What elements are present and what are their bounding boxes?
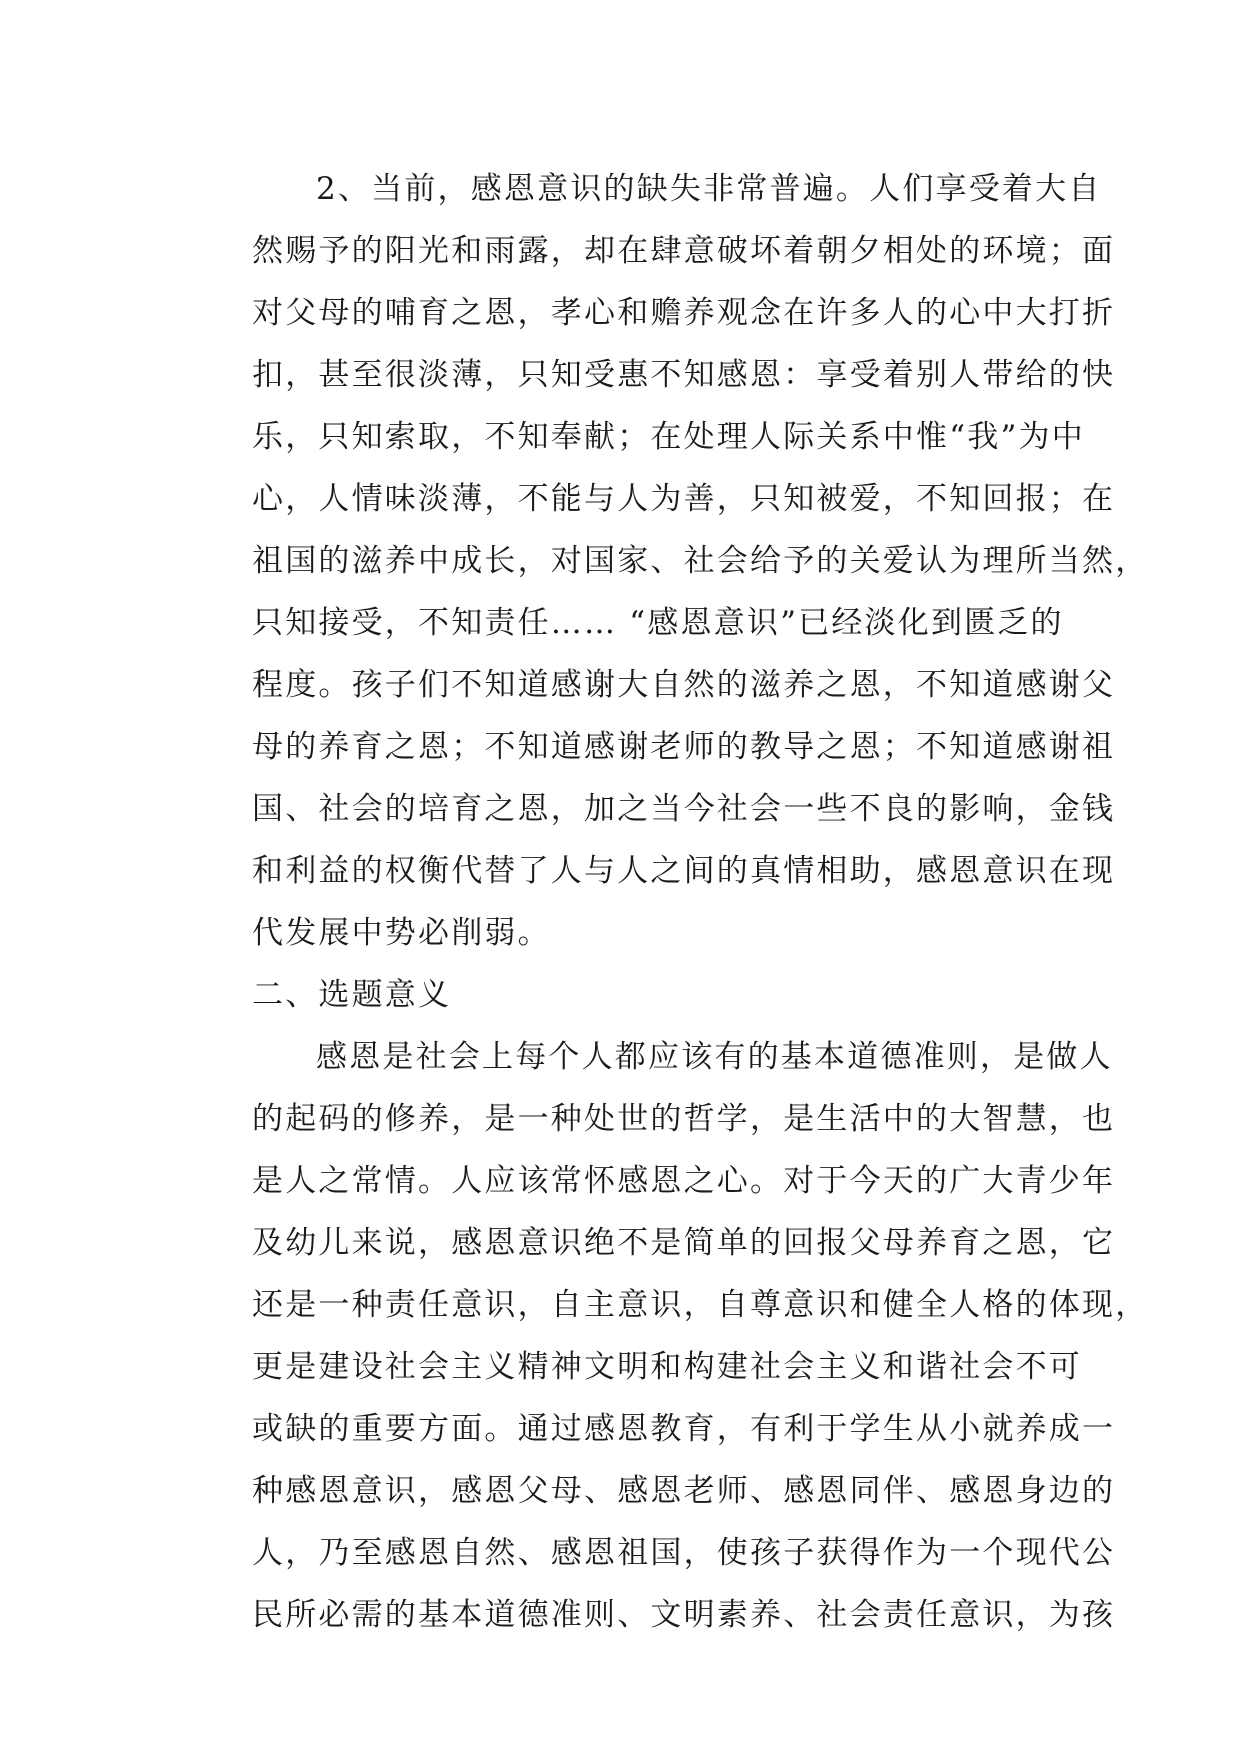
text-line: 对父母的哺育之恩，孝心和赡养观念在许多人的心中大打折 [252,295,1116,331]
paragraph-current-situation [188,158,1149,964]
text-line: 种感恩意识，感恩父母、感恩老师、感恩同伴、感恩身边的 [252,1473,1116,1509]
text-line: 民所必需的基本道德准则、文明素养、社会责任意识，为孩 [252,1597,1116,1633]
text-line: 乐，只知索取，不知奉献；在处理人际关系中惟“我”为中 [252,419,1085,455]
text-line: 2、当前，感恩意识的缺失非常普遍。人们享受着大自 [316,171,1102,207]
text-line: 或缺的重要方面。通过感恩教育，有利于学生从小就养成一 [252,1411,1116,1447]
text-line: 人，乃至感恩自然、感恩祖国，使孩子获得作为一个现代公 [252,1535,1116,1571]
text-line: 扣，甚至很淡薄，只知受惠不知感恩：享受着别人带给的快 [252,357,1116,393]
paragraph-topic-significance [188,1026,1149,1646]
text-line: 祖国的滋养中成长，对国家、社会给予的关爱认为理所当然， [252,543,1149,579]
text-line: 国、社会的培育之恩，加之当今社会一些不良的影响，金钱 [252,791,1116,827]
text-line: 感恩是社会上每个人都应该有的基本道德准则，是做人 [316,1039,1113,1075]
text-line: 的起码的修养，是一种处世的哲学，是生活中的大智慧，也 [252,1101,1116,1137]
text-line: 及幼儿来说，感恩意识绝不是简单的回报父母养育之恩，它 [252,1225,1116,1261]
document-body [188,158,1149,1646]
text-line: 然赐予的阳光和雨露，却在肆意破坏着朝夕相处的环境；面 [252,233,1116,269]
text-line: 是人之常情。人应该常怀感恩之心。对于今天的广大青少年 [252,1163,1116,1199]
text-line: 代发展中势必削弱。 [252,915,551,951]
text-line: 程度。孩子们不知道感谢大自然的滋养之恩，不知道感谢父 [252,667,1116,703]
section-heading: 二、选题意义 [252,977,452,1013]
text-line: 和利益的权衡代替了人与人之间的真情相助，感恩意识在现 [252,853,1116,889]
text-line: 更是建设社会主义精神文明和构建社会主义和谐社会不可 [252,1349,1082,1385]
text-line: 心，人情味淡薄，不能与人为善，只知被爱，不知回报；在 [252,481,1116,517]
text-line: 母的养育之恩；不知道感谢老师的教导之恩；不知道感谢祖 [252,729,1116,765]
text-line: 还是一种责任意识，自主意识，自尊意识和健全人格的体现， [252,1287,1149,1323]
text-line: 只知接受，不知责任…… “感恩意识”已经淡化到匮乏的 [252,605,1064,641]
